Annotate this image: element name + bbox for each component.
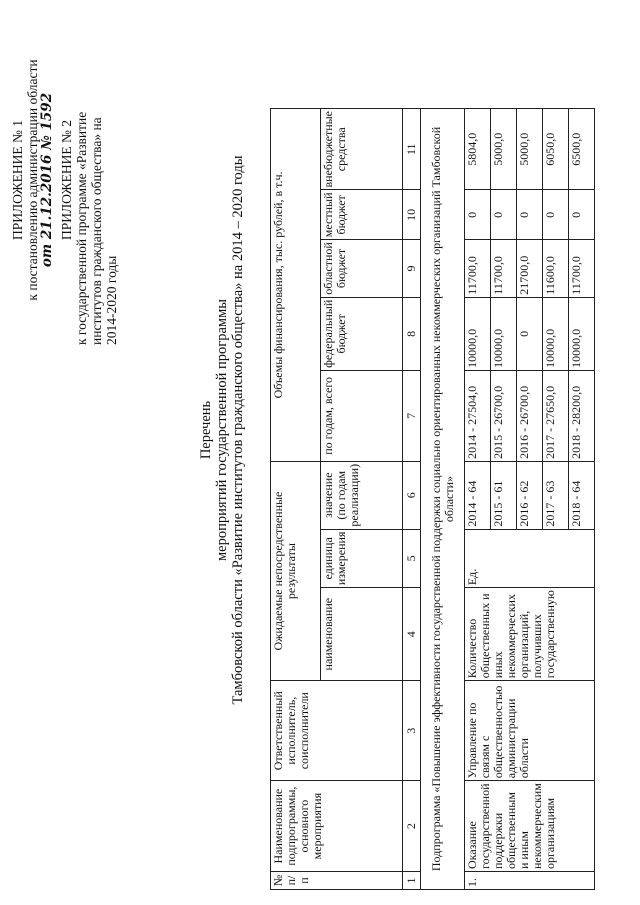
- total-cell: 2017 - 27650,0: [543, 370, 569, 461]
- col-number: 7: [403, 370, 421, 461]
- col-number: 4: [403, 588, 421, 681]
- col-number: 11: [403, 108, 421, 190]
- regional-cell: 11700,0: [465, 240, 491, 298]
- header-num: № п/п: [271, 872, 403, 890]
- regional-cell: 11600,0: [543, 240, 569, 298]
- header-row-1: [271, 108, 321, 889]
- regional-cell: 11700,0: [491, 240, 517, 298]
- header-fin-extra: внебюджетные средства: [321, 108, 403, 190]
- total-cell: 2015 - 26700,0: [491, 370, 517, 461]
- title-line-2: мероприятий государственной программы: [214, 299, 230, 561]
- federal-cell: 10000,0: [491, 297, 517, 370]
- title-line-1: Перечень: [198, 400, 214, 460]
- extra-cell: 5000,0: [491, 108, 517, 190]
- handwritten-date-signature: от 21.12.2016 № 1592: [39, 92, 55, 268]
- header-result-unit: единица измерения: [321, 529, 403, 588]
- header-responsible: Ответственный исполнитель, соисполнители: [271, 681, 403, 781]
- col-number: 3: [403, 681, 421, 781]
- col-number: 2: [403, 781, 421, 872]
- annex-header: [10, 15, 119, 345]
- value-cell: 2018 - 64: [569, 461, 595, 529]
- data-row-2014: [465, 108, 491, 889]
- federal-cell: 10000,0: [543, 297, 569, 370]
- regional-cell: 21700,0: [517, 240, 543, 298]
- col-number: 8: [403, 297, 421, 370]
- header-fin-regional: областной бюджет: [321, 240, 403, 298]
- col-number: 5: [403, 529, 421, 588]
- program-line-3: 2014-2020 годы: [104, 255, 119, 345]
- activities-table: [270, 108, 595, 890]
- document-title: [198, 135, 246, 725]
- extra-cell: 5000,0: [517, 108, 543, 190]
- header-fin-federal: федеральный бюджет: [321, 297, 403, 370]
- row-activity-name: Оказание государственной поддержки общественным и иным некоммерческим организациям: [465, 781, 595, 872]
- header-financing: Объемы финансирования, тыс. рублей, в т.ч.: [271, 108, 321, 461]
- local-cell: 0: [543, 190, 569, 240]
- federal-cell: 10000,0: [465, 297, 491, 370]
- header-name: Наименование подпрограммы, основного мероприятия: [271, 781, 403, 872]
- federal-cell: 10000,0: [569, 297, 595, 370]
- row-responsible: Управление по связям с общественностью администрации области: [465, 681, 595, 781]
- col-number: 1: [403, 872, 421, 890]
- extra-cell: 6500,0: [569, 108, 595, 190]
- column-number-row: [403, 108, 421, 889]
- header-result-value: значение (по годам реализации): [321, 461, 403, 529]
- local-cell: 0: [465, 190, 491, 240]
- local-cell: 0: [517, 190, 543, 240]
- extra-cell: 6050,0: [543, 108, 569, 190]
- local-cell: 0: [569, 190, 595, 240]
- value-cell: 2016 - 62: [517, 461, 543, 529]
- row-number: 1.: [465, 872, 595, 890]
- extra-cell: 5804,0: [465, 108, 491, 190]
- total-cell: 2018 - 28200,0: [569, 370, 595, 461]
- header-fin-total: по годам, всего: [321, 370, 403, 461]
- regional-cell: 11700,0: [569, 240, 595, 298]
- header-expected-results: Ожидаемые непосредственные результаты: [271, 461, 321, 680]
- header-result-name: наименование: [321, 588, 403, 681]
- total-cell: 2016 - 26700,0: [517, 370, 543, 461]
- col-number: 10: [403, 190, 421, 240]
- program-line-2: институтов гражданского общества» на: [89, 117, 104, 345]
- value-cell: 2015 - 61: [491, 461, 517, 529]
- local-cell: 0: [491, 190, 517, 240]
- title-line-3: Тамбовской области «Развитие институтов гражданского общества» на 2014 – 2020 годы: [230, 155, 246, 705]
- value-cell: 2014 - 64: [465, 461, 491, 529]
- row-unit: Ед.: [465, 529, 595, 588]
- col-number: 9: [403, 240, 421, 298]
- decree-label: к постановлению администрации области: [25, 59, 40, 301]
- subprogram-row: [421, 108, 465, 889]
- federal-cell: 0: [517, 297, 543, 370]
- annex1-label: ПРИЛОЖЕНИЕ № 1: [10, 119, 25, 241]
- annex2-label: ПРИЛОЖЕНИЕ № 2: [59, 119, 74, 241]
- row-indicator: Количество общественных и иных некоммерческих организаций, получивших государственную: [465, 588, 595, 681]
- col-number: 6: [403, 461, 421, 529]
- header-fin-local: местный бюджет: [321, 190, 403, 240]
- value-cell: 2017 - 63: [543, 461, 569, 529]
- subprogram-title: Подпрограмма «Повышение эффективности государственной поддержки социально ориентированных некоммерческих организаций Тамбовской области»: [421, 108, 465, 889]
- total-cell: 2014 - 27504,0: [465, 370, 491, 461]
- program-line-1: к государственной программе «Развитие: [74, 111, 89, 345]
